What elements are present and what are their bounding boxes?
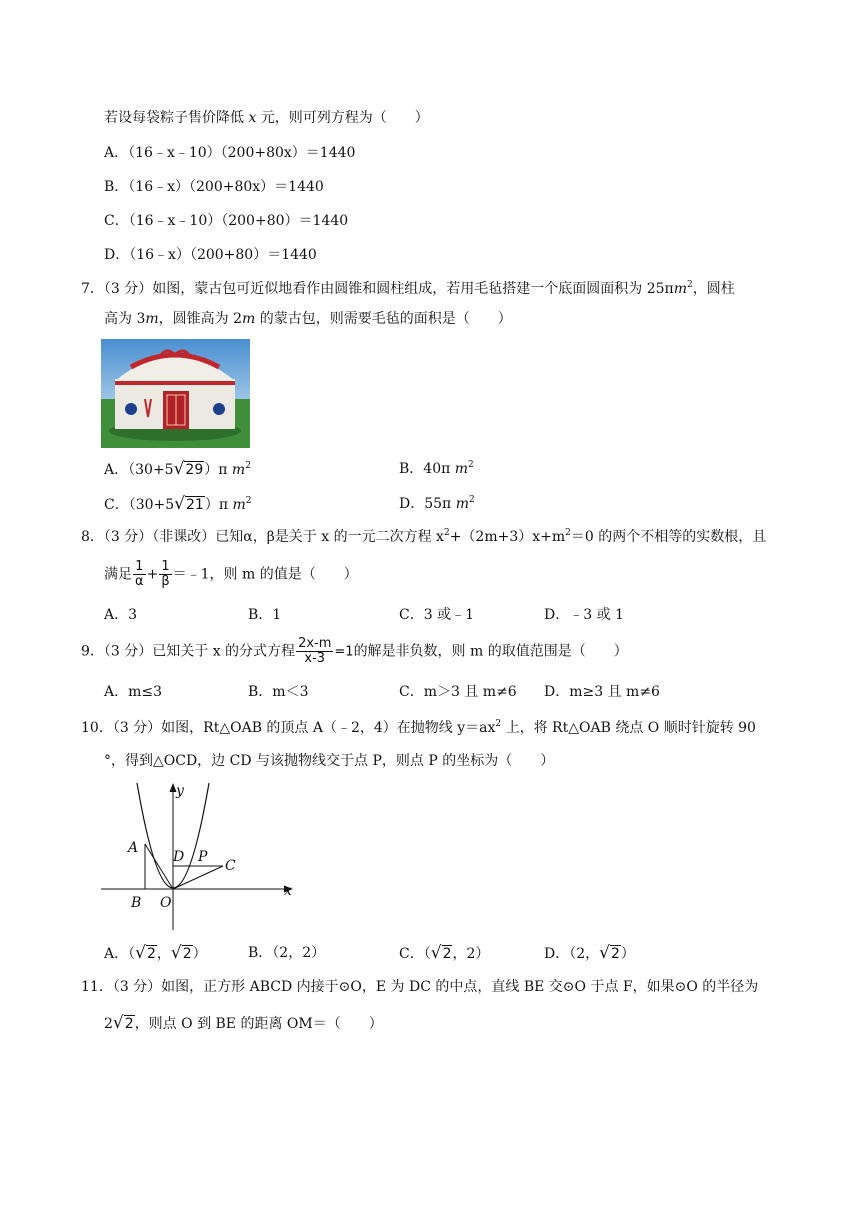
label-y: y: [176, 783, 184, 799]
parabola-diagram: [98, 780, 298, 932]
fraction-equation: $\frac{2x-m}{x-3}$: [298, 636, 332, 666]
label-d: D: [173, 849, 185, 865]
q10-stem-line2: °，得到△OCD，边 CD 与该抛物线交于点 P，则点 P 的坐标为（ ）: [104, 753, 555, 769]
q8-stem-line1: 8．（3 分）（非课改）已知α，β是关于 x 的一元二次方程 $x^2+(2m+3)x+m^2=0$ 的两个不相等的实数根，且: [81, 528, 767, 545]
yurt-photo: [101, 339, 250, 448]
sqrt-2: √2: [112, 1013, 134, 1033]
q6-option-a: A．（16﹣x﹣10）（200+80x）＝1440: [104, 145, 356, 161]
q6-stem: 若设每袋粽子售价降低 x 元，则可列方程为（ ）: [104, 110, 429, 126]
label-c: C: [225, 858, 236, 874]
q7-stem-line1: 7．（3 分）如图，蒙古包可近似地看作由圆锥和圆柱组成，若用毛毡搭建一个底面圆面积为 $25\pi m^2$，圆柱: [81, 280, 735, 297]
q8-option-d: D．﹣3 或 1: [544, 607, 624, 623]
q9-option-d: D．m≥3 且 m≠6: [544, 684, 660, 700]
segment-ao: [145, 844, 173, 889]
q6-option-b: B．（16﹣x）（200+80x）＝1440: [104, 179, 324, 195]
q8-option-c: C．3 或﹣1: [399, 607, 474, 623]
q10-option-d: D．（2，√2）: [544, 943, 635, 963]
label-x: x: [284, 883, 292, 899]
label-a: A: [128, 840, 139, 856]
q7-option-a: A．（30+5√29）π $m^2$: [104, 459, 251, 479]
q8-option-b: B．1: [248, 607, 282, 623]
segment-oc: [173, 866, 223, 889]
q9-option-a: A．m≤3: [104, 684, 163, 700]
q8-stem-line2: 满足 $\frac{1}{\alpha}$ + $\frac{1}{\beta}$ ＝﹣1，则 m 的值是（ ）: [104, 559, 358, 589]
q7-option-b: B．40π $m^2$: [399, 460, 474, 477]
label-p: P: [198, 849, 208, 865]
q10-option-b: B．（2，2）: [248, 945, 326, 961]
sqrt-21: √21: [174, 494, 204, 514]
q9-stem: 9．（3 分）已知关于 x 的分式方程 $\frac{2x-m}{x-3}$ =1的解是非负数，则 m 的取值范围是（ ）: [81, 636, 628, 666]
q10-stem-line1: 10．（3 分）如图，Rt△OAB 的顶点 A（﹣2，4）在抛物线 $y=ax^2$ 上，将 Rt△OAB 绕点 O 顺时针旋转 90: [81, 719, 756, 736]
q11-stem-line2: 2√2，则点 O 到 BE 的距离 OM＝（ ）: [104, 1013, 383, 1033]
q7-stem-line2: 高为 3m，圆锥高为 2m 的蒙古包，则需要毛毡的面积是（ ）: [104, 311, 512, 327]
q10-option-c: C．（√2，2）: [399, 943, 490, 963]
q7-option-c: C．（30+5√21）π $m^2$: [104, 494, 252, 514]
sqrt-2: √2: [430, 943, 452, 963]
q6-option-d: D．（16﹣x）（200+80）＝1440: [104, 247, 317, 263]
sqrt-2: √2: [599, 943, 620, 963]
fraction-1-beta: $\frac{1}{\beta}$: [161, 559, 170, 589]
sqrt-2: √2: [135, 943, 156, 963]
label-o: O: [160, 895, 172, 911]
q11-stem-line1: 11．（3 分）如图，正方形 ABCD 内接于⊙O，E 为 DC 的中点，直线 BE 交⊙O 于点 F，如果⊙O 的半径为: [81, 979, 759, 995]
q8-option-a: A．3: [104, 607, 138, 623]
sqrt-2: √2: [170, 943, 192, 963]
q9-option-c: C．m＞3 且 m≠6: [399, 684, 517, 700]
fraction-1-alpha: $\frac{1}{\alpha}$: [135, 559, 144, 589]
q9-option-b: B．m＜3: [248, 684, 309, 700]
sqrt-29: √29: [173, 459, 204, 479]
q10-option-a: A．（√2，√2）: [104, 943, 207, 963]
label-b: B: [131, 895, 142, 911]
q6-option-c: C．（16﹣x﹣10）（200+80）＝1440: [104, 213, 349, 229]
q7-option-d: D．55π $m^2$: [399, 495, 475, 512]
